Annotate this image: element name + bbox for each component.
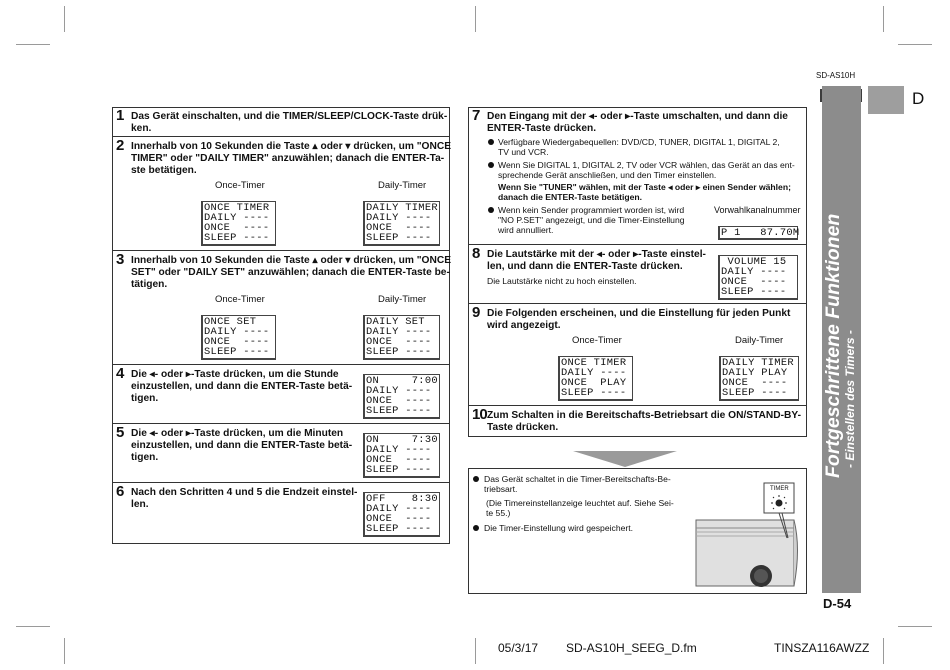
side-subtitle-text: - Einstellen des Timers - bbox=[843, 330, 857, 468]
crop-mark bbox=[883, 638, 884, 664]
lcd-text: P 1 87.70M bbox=[721, 227, 800, 239]
lcd-text: ONCE TIMER DAILY ---- ONCE ---- SLEEP ---- bbox=[204, 202, 270, 244]
crop-mark bbox=[475, 6, 476, 32]
step-1-number: 1 bbox=[116, 107, 125, 124]
result-parenthetical: (Die Timereinstellanzeige leuchtet auf. Siehe Sei- te 55.) bbox=[486, 498, 674, 518]
step-9-text: Die Folgenden erscheinen, und die Einstellung für jeden Punkt wird angezeigt. bbox=[487, 308, 791, 331]
lcd-on-minutes bbox=[363, 433, 440, 478]
divider bbox=[112, 482, 450, 483]
caption-daily-timer: Daily-Timer bbox=[735, 335, 784, 346]
step-6-text: Nach den Schritten 4 und 5 die Endzeit einstel- len. bbox=[131, 487, 358, 510]
step-7-number: 7 bbox=[472, 107, 481, 124]
footer-date: 05/3/17 bbox=[498, 641, 539, 655]
down-arrow-icon bbox=[573, 451, 677, 467]
lcd-off-time bbox=[363, 492, 440, 537]
step-4-text: Die ◂- oder ▸-Taste drücken, um die Stunde einzustellen, und dann die ENTER-Taste betä- tigen. bbox=[131, 369, 353, 404]
section-letter: D bbox=[912, 89, 925, 108]
step-4-number: 4 bbox=[116, 365, 125, 382]
crop-mark bbox=[16, 626, 50, 627]
lcd-text: VOLUME 15 DAILY ---- ONCE ---- SLEEP ---- bbox=[721, 256, 787, 298]
crop-mark bbox=[64, 638, 65, 664]
step-5-number: 5 bbox=[116, 424, 125, 441]
divider bbox=[112, 364, 450, 365]
page-number: D-54 bbox=[823, 596, 852, 611]
step-8-note: Die Lautstärke nicht zu hoch einstellen. bbox=[487, 276, 637, 286]
bullet bbox=[473, 525, 479, 531]
caption-once-timer: Once-Timer bbox=[215, 180, 265, 191]
step-7-bullet-3: Wenn kein Sender programmiert worden ist, wird "NO P.SET" angezeigt, und die Timer-Einstellung wird annulliert. bbox=[498, 205, 685, 235]
crop-mark bbox=[16, 44, 50, 45]
divider bbox=[112, 250, 450, 251]
crop-mark bbox=[64, 6, 65, 32]
step-3-number: 3 bbox=[116, 251, 125, 268]
step-2-text: Innerhalb von 10 Sekunden die Taste ▴ oder ▾ drücken, um "ONCE TIMER" oder "DAILY TIMER" anzuwählen; danach die ENTER-Ta- ste betätigen. bbox=[131, 141, 451, 176]
bullet bbox=[488, 207, 494, 213]
lcd-daily-timer bbox=[363, 201, 440, 246]
step-9-number: 9 bbox=[472, 304, 481, 321]
lcd-once-timer bbox=[201, 201, 276, 246]
lcd-text: ON 7:30 DAILY ---- ONCE ---- SLEEP ---- bbox=[366, 434, 438, 476]
step-7-tuner-note: Wenn Sie "TUNER" wählen, mit der Taste ◂ oder ▸ einen Sender wählen; danach die ENTER-Taste betätigen. bbox=[498, 182, 791, 202]
step-7-bullet-2: Wenn Sie DIGITAL 1, DIGITAL 2, TV oder VCR wählen, das Gerät an das ent- sprechende Gerät anschließen, und den Timer einstellen. bbox=[498, 160, 795, 180]
lcd-text: DAILY TIMER DAILY PLAY ONCE ---- SLEEP ---- bbox=[722, 357, 794, 399]
step-5-text: Die ◂- oder ▸-Taste drücken, um die Minuten einzustellen, und dann die ENTER-Taste betä- tigen. bbox=[131, 428, 353, 463]
lcd-once-set bbox=[201, 315, 276, 360]
step-7-bullet-1: Verfügbare Wiedergabequellen: DVD/CD, TUNER, DIGITAL 1, DIGITAL 2, TV und VCR. bbox=[498, 137, 780, 157]
section-tab bbox=[868, 86, 904, 114]
crop-mark bbox=[898, 626, 932, 627]
lcd-text: DAILY SET DAILY ---- ONCE ---- SLEEP ---- bbox=[366, 316, 432, 358]
divider bbox=[468, 244, 807, 245]
lcd-daily-set bbox=[363, 315, 440, 360]
crop-mark bbox=[475, 638, 476, 664]
divider bbox=[112, 136, 450, 137]
model-label: SD-AS10H bbox=[816, 71, 856, 80]
lcd-result-daily bbox=[719, 356, 799, 401]
footer-file: SD-AS10H_SEEG_D.fm bbox=[566, 641, 697, 655]
bullet bbox=[488, 162, 494, 168]
side-title-text: Fortgeschrittene Funktionen bbox=[822, 213, 844, 478]
footer-code: TINSZA116AWZZ bbox=[774, 641, 870, 655]
side-title bbox=[822, 86, 861, 593]
bullet bbox=[473, 476, 479, 482]
preset-caption: Vorwahlkanalnummer bbox=[714, 205, 801, 215]
caption-daily-timer: Daily-Timer bbox=[378, 180, 427, 191]
timer-label: TIMER bbox=[770, 486, 789, 492]
step-1-text: Das Gerät einschalten, und die TIMER/SLEEP/CLOCK-Taste drük- ken. bbox=[131, 111, 448, 134]
lcd-text: DAILY TIMER DAILY ---- ONCE ---- SLEEP ---- bbox=[366, 202, 438, 244]
step-2-number: 2 bbox=[116, 137, 125, 154]
divider bbox=[468, 405, 807, 406]
step-10-text: Zum Schalten in die Bereitschafts-Betriebsart die ON/STAND-BY- Taste drücken. bbox=[487, 410, 801, 433]
lcd-text: OFF 8:30 DAILY ---- ONCE ---- SLEEP ---- bbox=[366, 493, 438, 535]
bullet bbox=[488, 139, 494, 145]
step-8-number: 8 bbox=[472, 245, 481, 262]
lcd-text: ONCE TIMER DAILY ---- ONCE PLAY SLEEP ---- bbox=[561, 357, 627, 399]
lcd-volume bbox=[718, 255, 798, 300]
side-title-bar bbox=[822, 86, 861, 593]
caption-once-timer: Once-Timer bbox=[572, 335, 622, 346]
crop-mark bbox=[883, 6, 884, 32]
crop-mark bbox=[898, 44, 932, 45]
caption-daily-timer: Daily-Timer bbox=[378, 294, 427, 305]
step-8-text: Die Lautstärke mit der ◂- oder ▸-Taste einstel- len, und dann die ENTER-Taste drücken. bbox=[487, 249, 706, 272]
step-10-number: 10 bbox=[472, 406, 487, 423]
result-bullet-1: Das Gerät schaltet in die Timer-Bereitschafts-Be- triebsart. bbox=[484, 474, 671, 494]
result-bullet-2: Die Timer-Einstellung wird gespeichert. bbox=[484, 523, 634, 533]
step-6-number: 6 bbox=[116, 483, 125, 500]
lcd-text: ON 7:00 DAILY ---- ONCE ---- SLEEP ---- bbox=[366, 375, 438, 417]
lcd-result-once bbox=[558, 356, 633, 401]
divider bbox=[468, 303, 807, 304]
caption-once-timer: Once-Timer bbox=[215, 294, 265, 305]
divider bbox=[112, 423, 450, 424]
lcd-on-hour bbox=[363, 374, 440, 419]
step-7-text: Den Eingang mit der ◂- oder ▸-Taste umschalten, und dann die ENTER-Taste drücken. bbox=[487, 111, 788, 134]
device-illustration bbox=[694, 478, 802, 590]
lcd-text: ONCE SET DAILY ---- ONCE ---- SLEEP ---- bbox=[204, 316, 270, 358]
lcd-preset bbox=[718, 226, 798, 240]
step-3-text: Innerhalb von 10 Sekunden die Taste ▴ oder ▾ drücken, um "ONCE SET" oder "DAILY SET" anzuwählen; danach die ENTER-Taste be- tätigen. bbox=[131, 255, 451, 290]
